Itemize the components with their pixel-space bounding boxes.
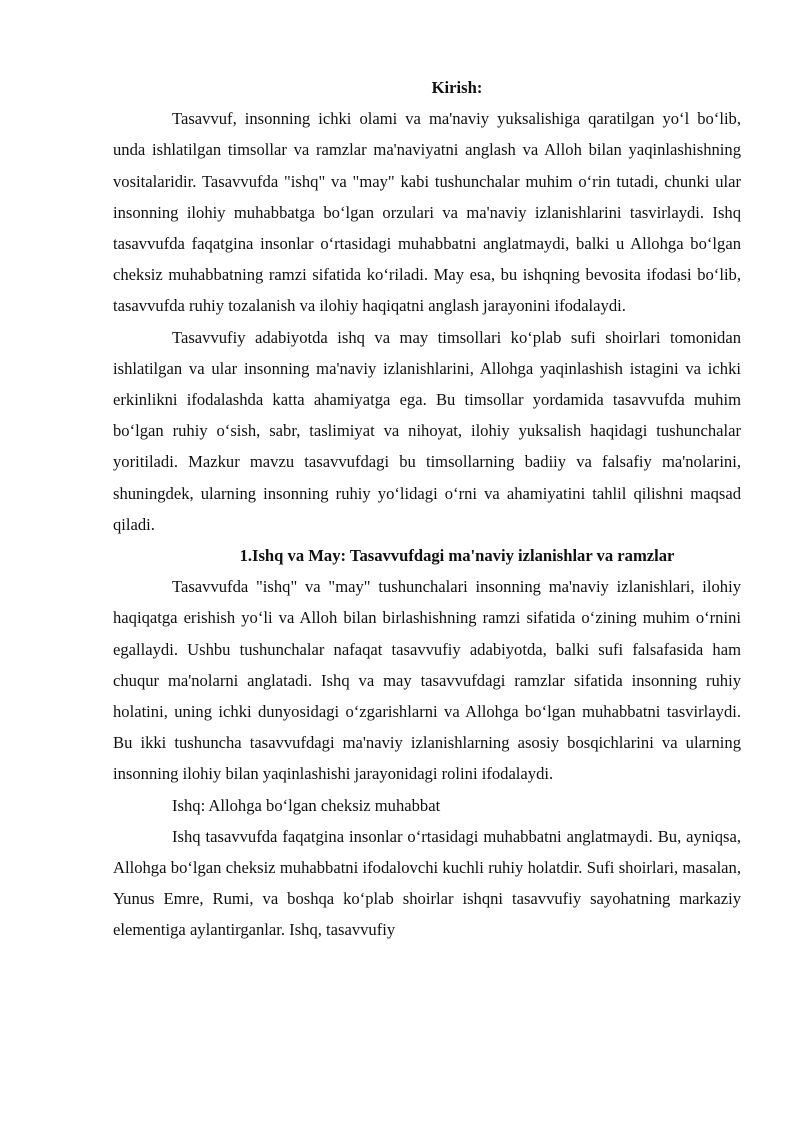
final-paragraph: Ishq tasavvufda faqatgina insonlar o‘rtasidagi muhabbatni anglatmaydi. Bu, ayniqsa, Allohga bo‘lgan cheksiz muhabbatni ifodalovchi kuchli ruhiy holatdir. Sufi shoirlari, masalan, Yunus Emre, Rumi, va boshqa ko‘plab shoirlar ishqni tasavvufiy sayohatning markaziy elementiga aylantirganlar. Ishq, tasavvufiy xyxy=(113,826,741,940)
section-paragraph: Tasavvufda "ishq" va "may" tushunchalari insonning ma'naviy izlanishlari, ilohiy haqiqatga erishish yo‘li va Alloh bilan birlashishning ramzi sifatida o‘zining muhim o‘rnini egallaydi. Ushbu tushunchalar nafaqat tasavvufiy adabiyotda, balki sufi falsafasida ham chuqur ma'nolarni anglatadi. Ishq va may tasavvufdagi ramzlar sifatida insonning ruhiy holatini, uning ichki dunyosidagi o‘zgarishlarni va Allohga bo‘lgan muhabbatni tasvirlaydi. Bu ikki tushuncha tasavvufdagi ma'naviy izlanishlarning asosiy bosqichlarini va ularning insonning ilohiy bilan yaqinlashishi jarayonidagi rolini ifodalaydi. xyxy=(113,577,741,784)
subheading: Ishq: Allohga bo‘lgan cheksiz muhabbat xyxy=(172,795,441,815)
document-title: Kirish: xyxy=(431,78,483,97)
intro-paragraph-1: Tasavvuf, insonning ichki olami va ma'naviy yuksalishiga qaratilgan yo‘l bo‘lib, unda ishlatilgan timsollar va ramzlar ma'naviyatni anglash va Alloh bilan yaqinlashishning vositalaridir. Tasavvufda "ishq" va "may" kabi tushunchalar muhim o‘rin tutadi, chunki ular insonning ilohiy muhabbatga bo‘lgan orzulari va ma'naviy izlanishlarini tasvirlaydi. Ishq tasavvufda faqatgina insonlar o‘rtasidagi muhabbatni anglatmaydi, balki u Allohga bo‘lgan cheksiz muhabbatning ramzi sifatida ko‘riladi. May esa, bu ishqning bevosita ifodasi bo‘lib, tasavvufda ruhiy tozalanish va ilohiy haqiqatni anglash jarayonini ifodalaydi. xyxy=(113,109,741,316)
document-page xyxy=(113,72,741,946)
section-heading: 1.Ishq va May: Tasavvufdagi ma'naviy izlanishlar va ramzlar xyxy=(239,546,675,566)
intro-paragraph-2: Tasavvufiy adabiyotda ishq va may timsollari ko‘plab sufi shoirlari tomonidan ishlatilgan va ular insonning ma'naviy izlanishlarini, Allohga yaqinlashish istagini va ichki erkinlikni ifodalashda katta ahamiyatga ega. Bu timsollar yordamida tasavvufda muhim bo‘lgan ruhiy o‘sish, sabr, taslimiyat va nihoyat, ilohiy yuksalish haqidagi tushunchalar yoritiladi. Mazkur mavzu tasavvufdagi bu timsollarning badiiy va falsafiy ma'nolarini, shuningdek, ularning insonning ruhiy yo‘lidagi o‘rni va ahamiyatini tahlil qilishni maqsad qiladi. xyxy=(113,327,741,534)
